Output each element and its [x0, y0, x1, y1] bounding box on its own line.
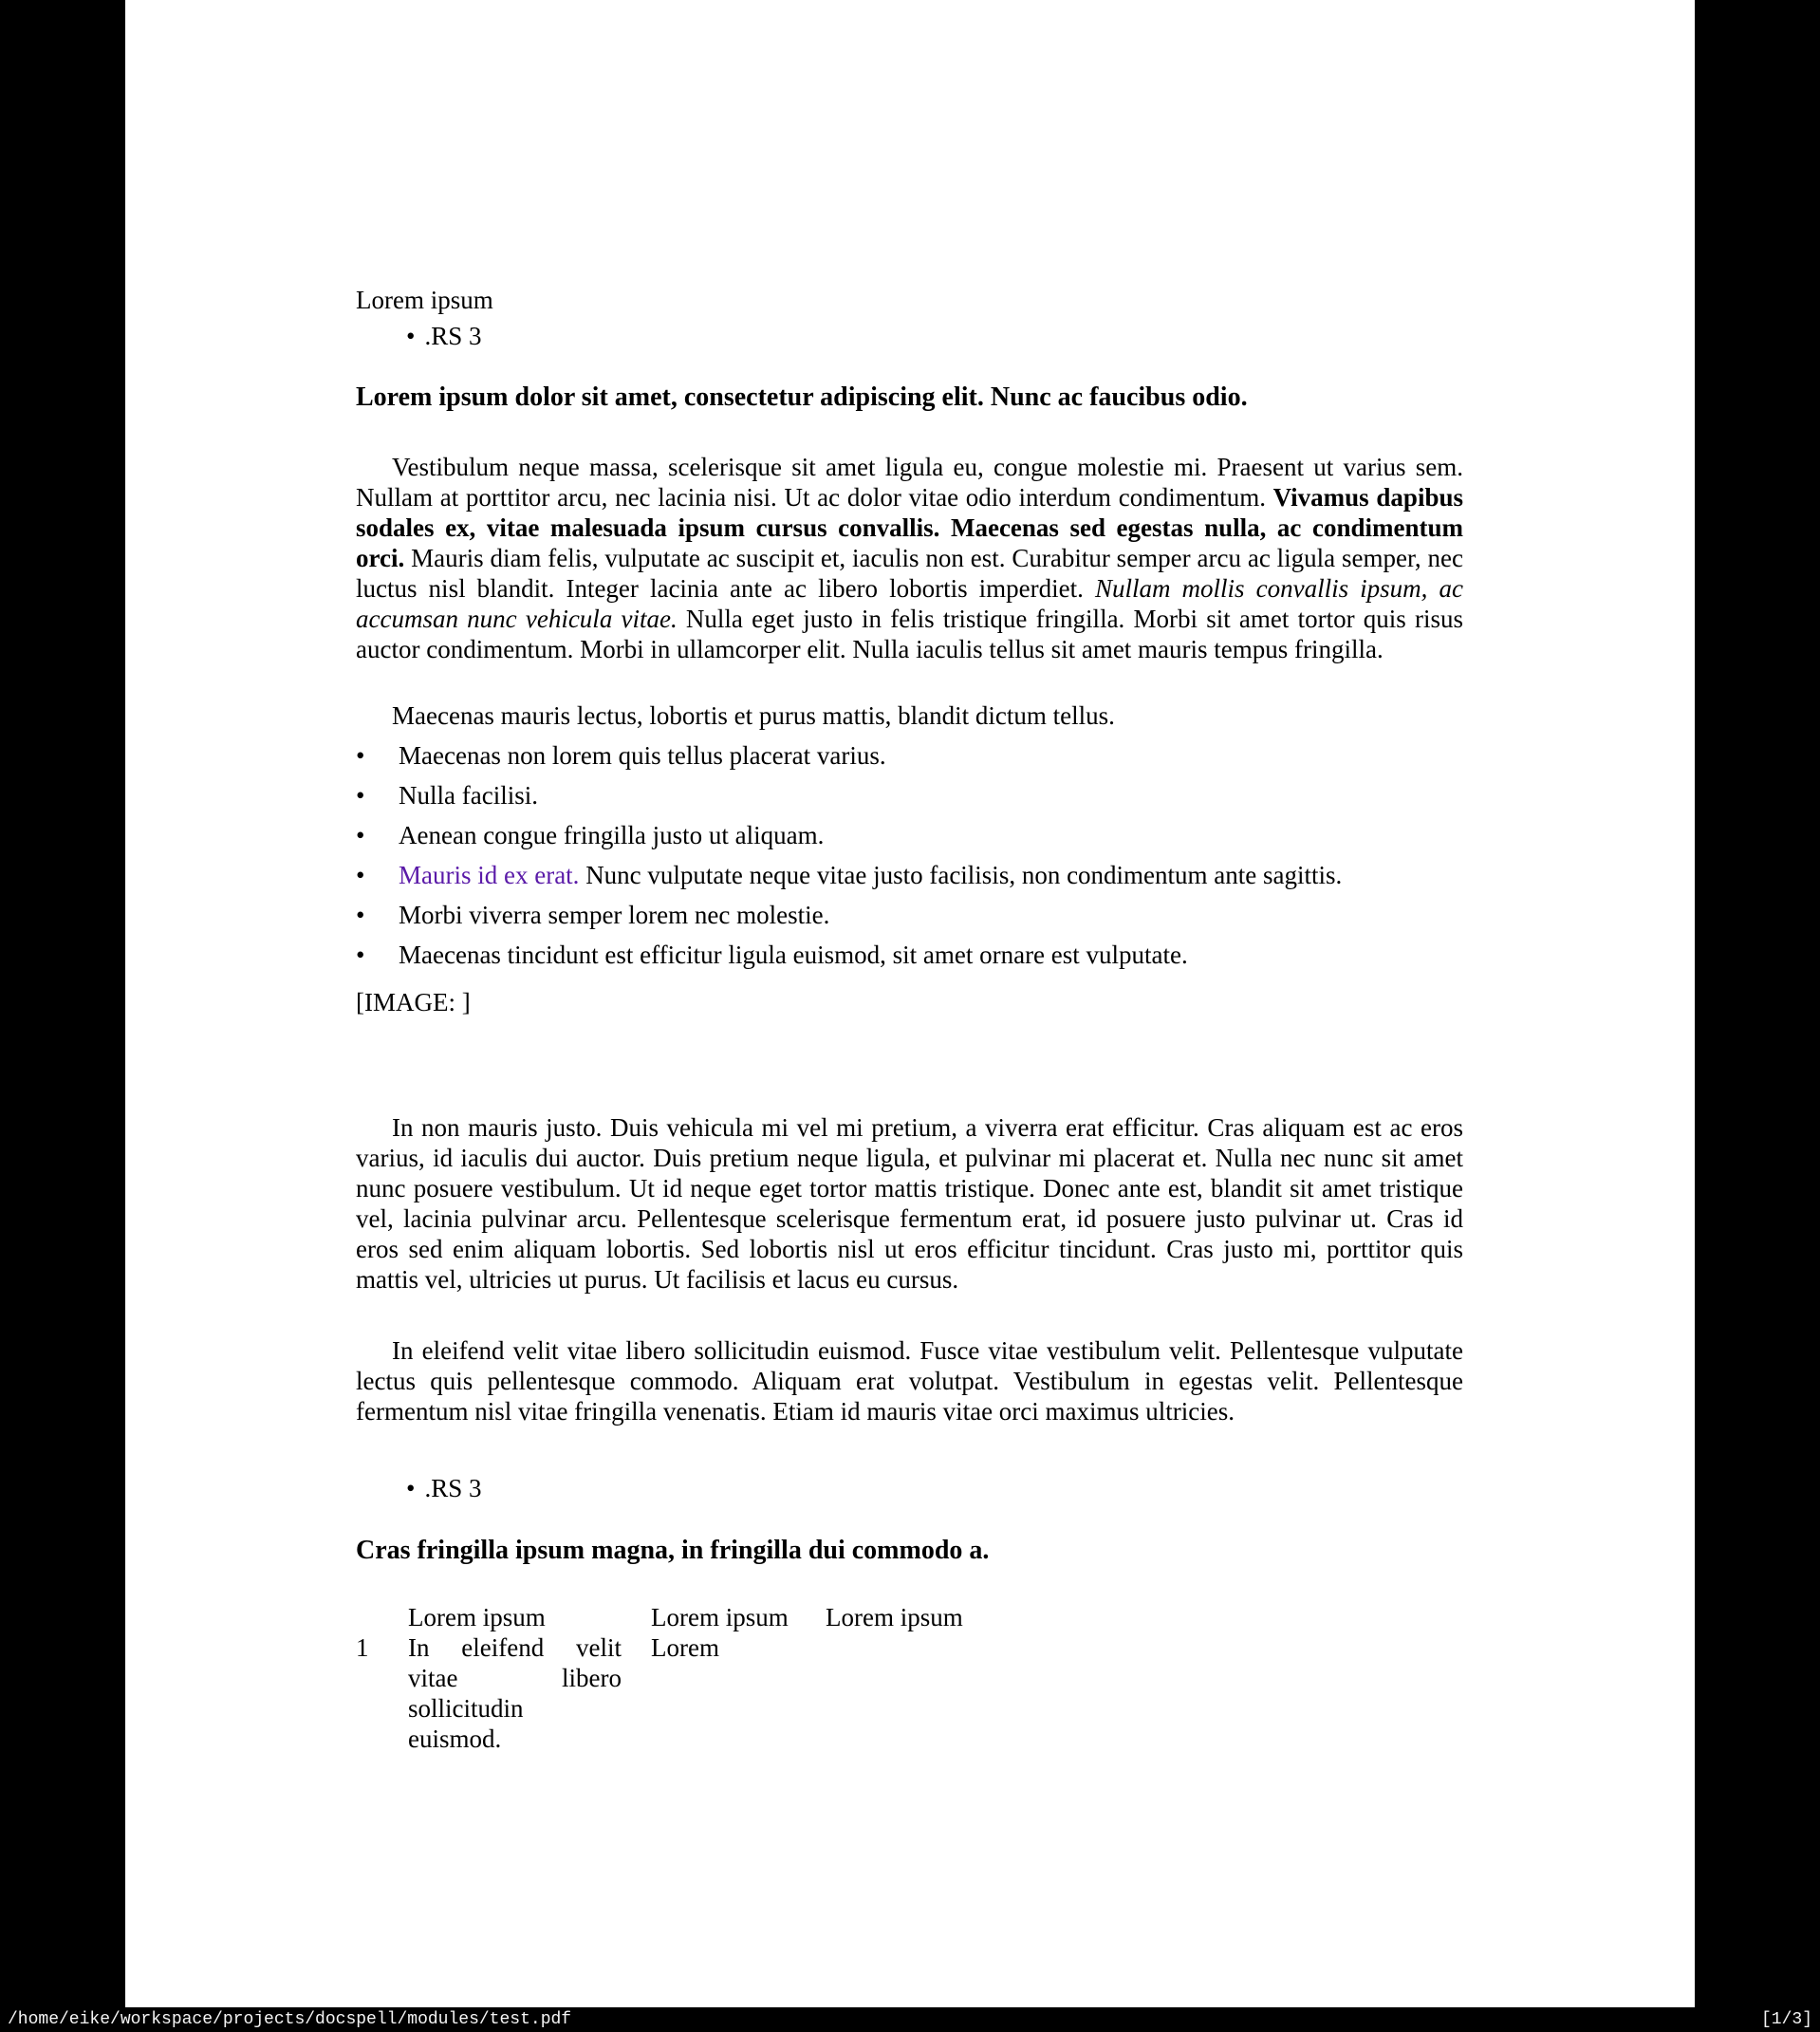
list-item-text	[399, 821, 824, 849]
image-placeholder-label: [IMAGE: ]	[356, 988, 471, 1016]
list-item	[356, 740, 1463, 771]
section-heading-1: Lorem ipsum dolor sit amet, consectetur adipiscing elit. Nunc ac faucibus odio.	[356, 382, 1248, 412]
bullet-icon: •	[356, 861, 365, 889]
page-indicator: [1/3]	[1760, 2010, 1812, 2029]
text-run: Nullam mollis convallis ipsum, ac accumsan nunc vehicula vitae.	[356, 574, 1463, 633]
text-run: Morbi viverra semper lorem nec molestie.	[399, 901, 830, 929]
table-cell: Lorem	[651, 1633, 719, 1662]
text-run: Vivamus dapibus sodales ex, vitae malesuada ipsum cursus convallis. Maecenas sed egestas nulla, ac condimentum orci.	[356, 483, 1463, 572]
table-cell: In eleifend velit vitae libero sollicitudin euismod.	[408, 1633, 622, 1753]
list-item	[356, 940, 1463, 970]
text-run: Aenean congue fringilla justo ut aliquam.	[399, 821, 825, 849]
bullet-icon: •	[406, 322, 416, 350]
list-item-text	[399, 781, 538, 810]
list-item-text	[399, 941, 1188, 969]
intro-line: Lorem ipsum	[356, 286, 493, 314]
text-run: Maecenas non lorem quis tellus placerat varius.	[399, 741, 886, 770]
table-header-cell: Lorem ipsum	[826, 1603, 963, 1631]
text-run: Nulla eget justo in felis tristique fringilla. Morbi sit amet tortor quis risus auctor condimentum. Morbi in ullamcorper elit. Nulla iaculis tellus sit amet mauris tempus fringilla.	[356, 605, 1463, 663]
table-header-cell: Lorem ipsum	[651, 1603, 789, 1631]
table-cell	[826, 1632, 996, 1754]
section-heading-2: Cras fringilla ipsum magna, in fringilla dui commodo a.	[356, 1536, 990, 1565]
text-run: Nunc vulputate neque vitae justo facilisis, non condimentum ante sagittis.	[579, 861, 1343, 889]
image-area	[356, 1023, 1463, 1110]
bullet-icon: •	[356, 941, 365, 969]
paragraph-2: Maecenas mauris lectus, lobortis et purus mattis, blandit dictum tellus.	[392, 701, 1115, 730]
rs-marker-label: .RS 3	[424, 1474, 482, 1502]
pdf-link[interactable]: Mauris id ex erat.	[399, 861, 580, 889]
list-item-text	[399, 901, 829, 929]
bullet-icon: •	[356, 741, 365, 770]
text-run: Vestibulum neque massa, scelerisque sit amet ligula eu, congue molestie mi. Praesent ut varius sem. Nullam at porttitor arcu, nec lacinia nisi. Ut ac dolor vitae odio interdum condimentum.	[356, 453, 1463, 512]
list-item	[356, 900, 1463, 930]
pdf-page[interactable]	[125, 0, 1695, 2007]
table-row	[356, 1632, 996, 1754]
rs-marker-top	[356, 321, 481, 351]
text-run: Nulla facilisi.	[399, 781, 538, 810]
rs-marker-bottom	[356, 1473, 481, 1503]
list-item-text	[399, 741, 886, 770]
bullet-icon: •	[356, 781, 365, 810]
bullet-icon: •	[356, 821, 365, 849]
bullet-list	[356, 740, 1463, 979]
table-header-cell: Lorem ipsum	[408, 1603, 546, 1631]
rs-marker-label: .RS 3	[424, 322, 482, 350]
bullet-icon: •	[356, 901, 365, 929]
list-item	[356, 780, 1463, 811]
bullet-icon: •	[406, 1474, 416, 1502]
list-item-text	[399, 861, 1342, 889]
file-path: /home/eike/workspace/projects/docspell/modules/test.pdf	[8, 2010, 572, 2029]
table-header-row	[356, 1602, 996, 1632]
paragraph-1	[356, 452, 1463, 664]
text-run: Mauris diam felis, vulputate ac suscipit et, iaculis non est. Curabitur semper arcu ac ligula semper, nec luctus nisl blandit. Integer lacinia ante ac libero lobortis imperdiet.	[356, 544, 1463, 603]
paragraph-4: In eleifend velit vitae libero sollicitudin euismod. Fusce vitae vestibulum velit. Pellentesque vulputate lectus quis pellentesque commodo. Aliquam erat volutpat. Vestibulum in egestas velit. Pellentesque fermentum nisl vitae fringilla venenatis. Etiam id mauris vitae orci maximus ultricies.	[356, 1336, 1463, 1426]
table-row-number: 1	[356, 1633, 369, 1662]
list-item	[356, 860, 1463, 890]
paragraph-3: In non mauris justo. Duis vehicula mi vel mi pretium, a viverra erat efficitur. Cras aliquam est ac eros varius, id iaculis dui auctor. Duis pretium neque ligula, et pulvinar mi placerat et. Nulla nec nunc sit amet nunc posuere vestibulum. Ut id neque eget tortor mattis tristique. Donec ante est, blandit sit amet tristique vel, lacinia pulvinar arcu. Pellentesque scelerisque fermentum erat, id posuere justo pulvinar ut. Cras id eros sed enim aliquam lobortis. Sed lobortis nisl ut eros efficitur tincidunt. Cras justo mi, porttitor quis mattis vel, ultricies ut purus. Ut facilisis et lacus eu cursus.	[356, 1113, 1463, 1294]
statusbar	[0, 2007, 1820, 2032]
list-item	[356, 820, 1463, 850]
doc-table	[356, 1602, 996, 1754]
text-run: Maecenas tincidunt est efficitur ligula euismod, sit amet ornare est vulputate.	[399, 941, 1188, 969]
table-cell	[356, 1602, 408, 1632]
